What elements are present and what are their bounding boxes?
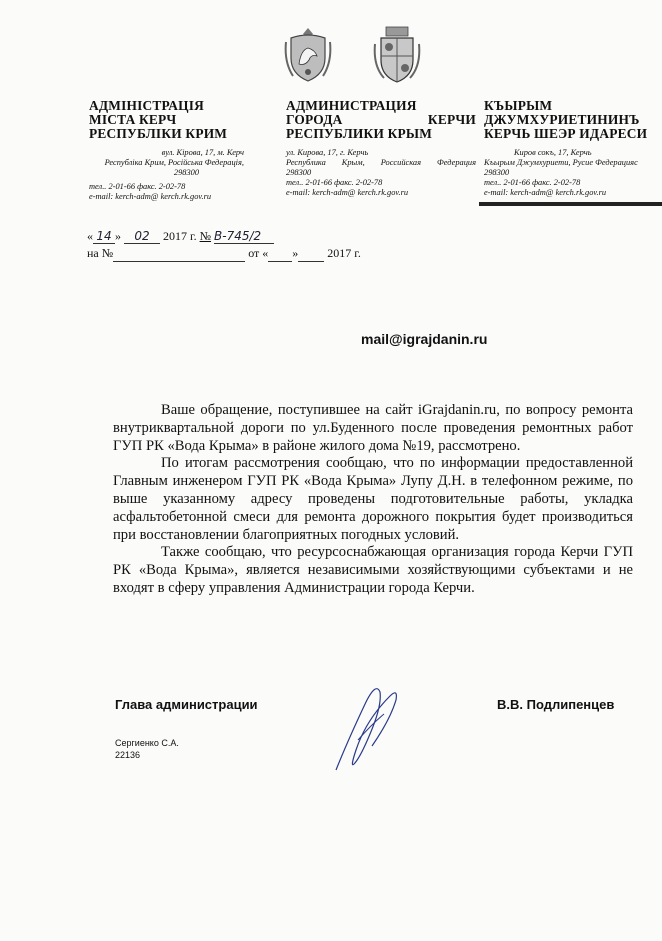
body-paragraph-3: Также сообщаю, что ресурсоснабжающая организация города Керчи ГУП РК «Вода Крыма», является независимыми хозяйствующими субъектами и не входят в сферу управления Администрации города Керчи.: [113, 544, 633, 596]
handwritten-signature-icon: [328, 680, 408, 775]
ua-phone: тел.. 2-01-66 факс. 2-02-78: [89, 182, 186, 191]
header-ua: [89, 99, 254, 202]
reg-month: 02: [124, 229, 160, 244]
coat-of-arms-kerch-icon: [372, 26, 422, 84]
ru-title-line2-part2: КЕРЧИ: [427, 112, 476, 127]
ref-close: »: [292, 246, 299, 260]
ru-title-line3: РЕСПУБЛИКИ КРЫМ: [286, 126, 433, 141]
ua-title-line1: АДМІНІСТРАЦІЯ: [89, 98, 204, 113]
signatory-name: В.В. Подлипенцев: [497, 697, 615, 712]
crh-email: e-mail: kerch-adm@ kerch.rk.gov.ru: [484, 188, 607, 197]
ua-title-line2: МІСТА КЕРЧ: [89, 112, 177, 127]
crh-address-line1: Киров сокъ, 17, Керчь: [514, 148, 592, 157]
ua-address-line3: 298300: [173, 168, 199, 177]
ua-title-line3: РЕСПУБЛІКИ КРИМ: [89, 126, 228, 141]
reg-year: 2017 г.: [163, 229, 197, 243]
executor-info: [115, 737, 179, 761]
crh-title-line2: ДЖУМХУРИЕТИНИНЪ: [484, 112, 640, 127]
signatory-position: Глава администрации: [115, 697, 258, 712]
header-rule: [479, 202, 662, 206]
ru-address-line1: ул. Кирова, 17, г. Керчь: [286, 148, 369, 157]
reg-no-sign: №: [199, 229, 212, 243]
coat-of-arms-crimea-icon: [283, 26, 333, 84]
executor-phone: 22136: [115, 750, 141, 760]
ru-address-line2: Республика Крым, Российская Федерация: [286, 158, 476, 167]
ru-address-line3: 298300: [286, 168, 312, 177]
ru-title-line2-part1: ГОРОДА: [286, 112, 343, 127]
ua-email: e-mail: kerch-adm@ kerch.rk.gov.ru: [89, 192, 212, 201]
ref-month-blank: [298, 246, 324, 262]
crh-title-line3: КЕРЧЬ ШЕЭР ИДАРЕСИ: [484, 126, 648, 141]
ru-phone: тел.. 2-01-66 факс. 2-02-78: [286, 178, 383, 187]
body-paragraph-2: По итогам рассмотрения сообщаю, что по информации предоставленной Главным инженером ГУП РК «Вода Крыма» Лупу Д.Н. в телефонном режиме, по выше указанному адресу проведены подготовительные работы, укладка асфальтобетонной смеси для ремонта дорожного покрытия будет производиться при восстановлении благоприятных погодных условий.: [113, 455, 633, 543]
ref-from: от «: [248, 246, 269, 260]
ref-day-blank: [268, 246, 292, 262]
crh-address-line2: Къырым Джумхуриети, Русие Федерацияс: [484, 158, 638, 167]
registration-line: [87, 229, 274, 244]
ru-title-line1: АДМИНИСТРАЦИЯ: [286, 98, 417, 113]
crh-address-line3: 298300: [484, 168, 510, 177]
header-ru: [286, 99, 476, 198]
letter-body: [113, 402, 633, 598]
executor-name: Сергиенко С.А.: [115, 738, 179, 748]
ref-prefix: на №: [87, 246, 114, 260]
ua-address-line1: вул. Кірова, 17, м. Керч: [161, 148, 244, 157]
ru-title-line2: [286, 113, 476, 127]
header-crh: [484, 99, 662, 198]
reference-line: [87, 246, 361, 262]
recipient-email: mail@igrajdanin.ru: [361, 331, 488, 347]
reg-number: В-745/2: [214, 229, 274, 244]
reg-day: 14: [93, 229, 115, 244]
crh-title-line1: КЪЫРЫМ: [484, 99, 553, 113]
ref-year: 2017 г.: [327, 246, 361, 260]
reg-mid-quote: »: [115, 229, 121, 243]
ua-address-line2: Республіка Крим, Російська Федерація,: [104, 158, 244, 167]
crh-phone: тел.. 2-01-66 факс. 2-02-78: [484, 178, 581, 187]
ru-email: e-mail: kerch-adm@ kerch.rk.gov.ru: [286, 188, 409, 197]
body-paragraph-1: Ваше обращение, поступившее на сайт iGrajdanin.ru, по вопросу ремонта внутриквартальной дороги по ул.Буденного после проведения ремонтных работ ГУП РК «Вода Крыма» в районе жилого дома №19, рассмотрено.: [113, 402, 633, 454]
ref-number-blank: [113, 246, 245, 262]
reg-open-quote: «: [87, 229, 93, 243]
